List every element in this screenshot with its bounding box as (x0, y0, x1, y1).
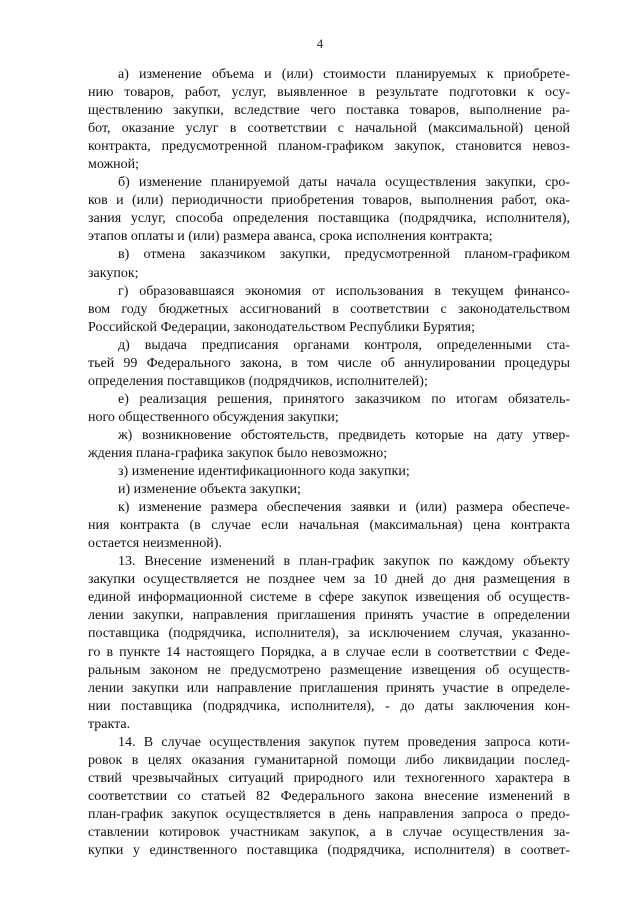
text-line: единой информационной системе в сфере закупок извещения об осуществ- (88, 590, 570, 606)
text-line: з) изменение идентификационного кода закупки; (118, 464, 410, 480)
text-line: Российской Федерации, законодательством Республики Бурятия; (88, 319, 475, 335)
text-line: и) изменение объекта закупки; (118, 482, 301, 498)
text-line: вом году бюджетных ассигнований в соответствии с законодательством (88, 301, 570, 317)
text-line: купки у единственного поставщика (подрядчика, исполнителя) в соответ- (88, 843, 570, 859)
text-line: ществлению закупки, вследствие чего поставка товаров, выполнение ра- (88, 103, 570, 119)
text-line: зания услуг, способа определения поставщика (подрядчика, исполнителя), (88, 211, 570, 227)
text-line: нии поставщика (подрядчика, исполнителя), - до даты заключения кон- (88, 698, 570, 714)
text-line: 13. Внесение изменений в план-график закупок по каждому объекту (118, 554, 570, 570)
text-line: лении закупки, направления приглашения принять участие в определении (88, 608, 570, 624)
text-line: д) выдача предписания органами контроля, определенными ста- (118, 337, 570, 353)
text-line: ного общественного обсуждения закупки; (88, 409, 339, 425)
text-line: 14. В случае осуществления закупок путем проведения запроса коти- (118, 734, 570, 750)
text-line: поставщика (подрядчика, исполнителя), за исключением случая, указанно- (88, 626, 570, 642)
text-line: этапов оплаты и (или) размера аванса, срока исполнения контракта; (88, 229, 493, 245)
document-body (88, 66, 570, 860)
text-line: го в пункте 14 настоящего Порядка, а в случае если в соответствии с Феде- (88, 644, 570, 660)
text-line: ния контракта (в случае если начальная (максимальная) цена контракта (88, 518, 570, 534)
text-line: ставлении котировок участникам закупок, а в случае осуществления за- (88, 824, 570, 840)
text-line: остается неизменной). (88, 536, 222, 552)
text-line: лении закупки или направление приглашения принять участие в определе- (88, 680, 570, 696)
text-line: б) изменение планируемой даты начала осуществления закупки, сро- (118, 175, 570, 191)
text-line: закупки осуществляется не позднее чем за 10 дней до дня размещения в (88, 572, 570, 588)
text-line: ровок в целях оказания гуманитарной помощи либо ликвидации послед- (88, 752, 570, 768)
text-line: тьей 99 Федерального закона, в том числе об аннулировании процедуры (88, 355, 570, 371)
text-line: план-график закупок осуществляется в день направления запроса о предо- (88, 806, 570, 822)
text-line: в) отмена заказчиком закупки, предусмотренной планом-графиком (118, 247, 570, 263)
page-number: 4 (316, 36, 324, 51)
text-line: ствий чрезвычайных ситуаций природного или техногенного характера в (88, 770, 570, 786)
text-line: определения поставщиков (подрядчиков, исполнителей); (88, 373, 428, 389)
text-line: закупок; (88, 265, 139, 281)
text-line: е) реализация решения, принятого заказчиком по итогам обязатель- (118, 391, 570, 407)
text-line: тракта. (88, 716, 131, 732)
text-line: ждения плана-графика закупок было невозможно; (88, 445, 388, 461)
text-line: бот, оказание услуг в соответствии с начальной (максимальной) ценой (88, 121, 570, 137)
text-line: ж) возникновение обстоятельств, предвидеть которые на дату утвер- (118, 427, 570, 443)
text-line: ральным законом не предусмотрено размещение извещения об осуществ- (88, 662, 570, 678)
text-line: а) изменение объема и (или) стоимости планируемых к приобрете- (118, 67, 570, 82)
text-line: нию товаров, работ, услуг, выявленное в результате подготовки к осу- (88, 85, 570, 101)
text-line: контракта, предусмотренной планом-графиком закупок, становится невоз- (88, 139, 570, 155)
text-line: к) изменение размера обеспечения заявки и (или) размера обеспече- (118, 500, 570, 516)
text-line: можной; (88, 157, 140, 173)
text-line: ков и (или) периодичности приобретения товаров, выполнения работ, ока- (88, 193, 570, 209)
text-line: соответствии со статьей 82 Федерального закона внесение изменений в (88, 788, 570, 804)
text-line: г) образовавшаяся экономия от использования в текущем финансо- (118, 283, 570, 299)
